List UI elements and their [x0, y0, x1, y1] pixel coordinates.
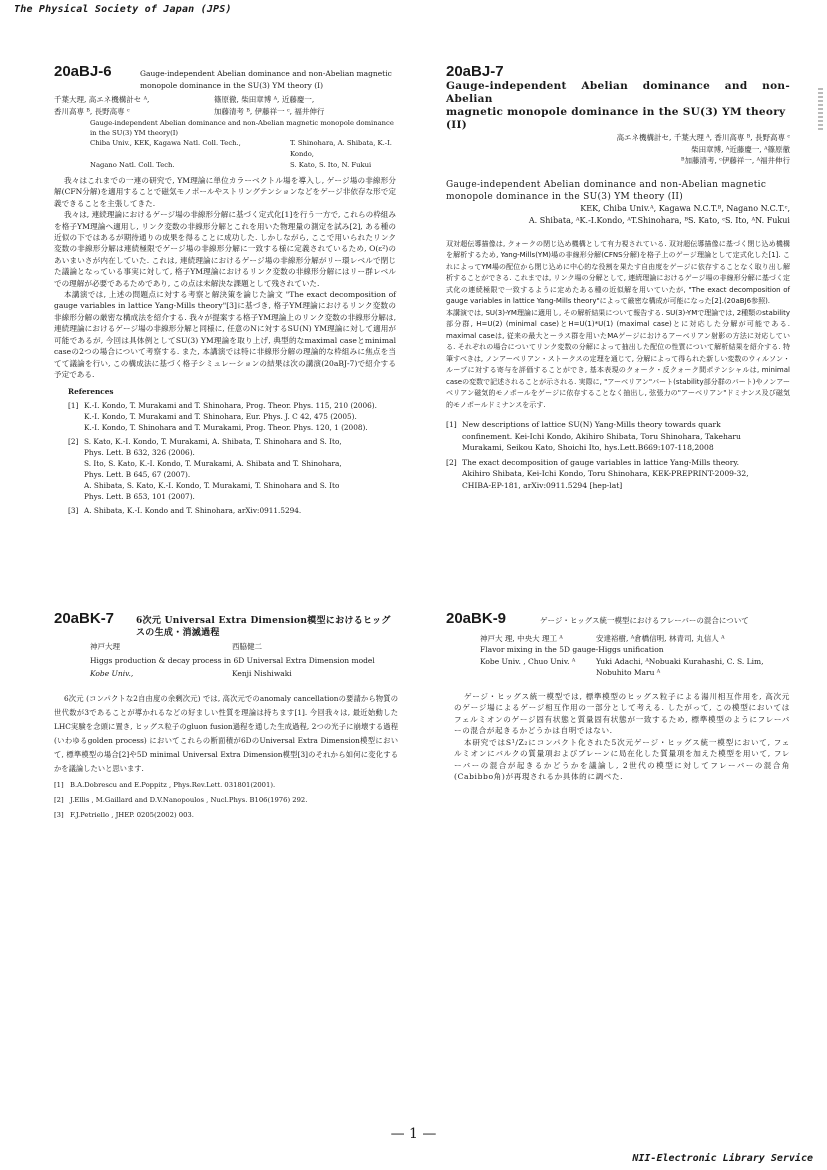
- reference-item: [2] J.Ellis , M.Gaillard and D.V.Nanopoulos , Nucl.Phys. B106(1976) 292.: [54, 795, 308, 804]
- abstract-code: 20aBJ-6: [54, 63, 112, 80]
- abstract-code: 20aBK-7: [54, 610, 115, 627]
- abstract-title-en-2: Gauge-independent Abelian dominance and non-Abelian magnetic monopole dominance in the SU(3) YM theory(I): [90, 119, 394, 137]
- abstract-title-en: Flavor mixing in the 5D gauge-Higgs unification: [480, 645, 664, 654]
- reference-item: [3] A. Shibata, K.-I. Kondo and T. Shinohara, arXiv:0911.5294.: [68, 506, 302, 516]
- reference-item: [1] B.A.Dobrescu and E.Poppitz , Phys.Rev.Lett. 031801(2001).: [54, 780, 276, 789]
- abstract-title: Gauge-independent Abelian dominance and non-Abelian magnetic monopole dominance in the SU(3) YM theory (II): [446, 80, 790, 131]
- journal-header: The Physical Society of Japan (JPS): [14, 4, 232, 15]
- author-line-en: Kobe Univ., Kenji Nishiwaki: [90, 669, 292, 678]
- reference-item: [2] The exact decomposition of gauge variables in lattice Yang-Mills theory. Akihiro Shibata, Kei-Ichi Kondo, Toru Shinohara, KEK-PREPRINT-2009-32, CHIBA-EP-181, arXiv:0911.5294 [hep-lat]: [446, 457, 749, 490]
- abstract-20aBJ-6: [54, 63, 396, 519]
- abstract-code: 20aBK-9: [446, 610, 507, 627]
- reference-item: [1] K.-I. Kondo, T. Murakami and T. Shinohara, Prog. Theor. Phys. 115, 210 (2006). K.-I. Kondo, T. Murakami and T. Shinohara, Eur. Phys. J. C 42, 475 (2005). K.-I. Kondo, T. Shinohara and T. Murakami, Prog. Theor. Phys. 120, 1 (2008).: [68, 401, 377, 433]
- reference-list: [54, 386, 396, 516]
- side-scan-mark: [818, 88, 823, 132]
- abstract-20aBK-7: [54, 610, 398, 824]
- reference-item: [2] S. Kato, K.-I. Kondo, T. Murakami, A. Shibata, T. Shinohara and S. Ito, Phys. Lett. B 632, 326 (2006). S. Ito, S. Kato, K.-I. Kondo, T. Murakami, A. Shibata and T. Shinohara, Phys. Lett. B 645, 67 (2007). A. Shibata, S. Kato, K.-I. Kondo, T. Murakami, T. Shinohara and S. Ito Phys. Lett. B 653, 101 (2007).: [68, 437, 342, 502]
- author-list-jp: 千葉大理, 高エネ機構計セ ᴬ, 篠原徹, 柴田章博 ᴬ, 近藤慶一, 香川高専 ᴮ, 長野高専 ᶜ 加藤清考 ᴮ, 伊藤祥一 ᶜ, 福井伸行: [54, 95, 325, 116]
- author-line-en: Kobe Univ. , Chuo Univ. ᴬ Yuki Adachi, ᴬNobuaki Kurahashi, C. S. Lim, Nobuhito Maru ᴬ: [480, 656, 764, 677]
- abstract-20aBJ-7: [446, 63, 790, 494]
- affiliation-list-en: KEK, Chiba Univ.ᴬ, Kagawa N.C.T.ᴮ, Nagano N.C.T.ᶜ, A. Shibata, ᴬK.-I.Kondo, ᴬT.Shinohara, ᴮS. Kato, ᶜS. Ito, ᴬN. Fukui: [528, 203, 790, 225]
- affiliation-list-en: Chiba Univ., KEK, Kagawa Natl. Coll. Tech., T. Shinohara, A. Shibata, K.-I. Kondo, Nagano Natl. Coll. Tech. S. Kato, S. Ito, N. Fukui: [90, 139, 392, 169]
- author-line-jp: 神戸大理 西脇健二: [90, 642, 262, 651]
- abstract-body: ゲージ・ヒッグス統一模型では, 標準模型のヒッグス粒子による湯川相互作用を, 高次元のゲージ場によるゲージ相互作用の一部分として考える. したがって, この模型においてはフェルミオンのゲージ固有状態と質量固有状態が一致するため, 標準模型のようにフレーバーの混合が起きるかどうかは自明ではない. 本研究ではS¹/Z₂にコンパクト化された5次元ゲージ・ヒッグス統一模型において, フェルミオンにバルクの質量項およびブレーンに局在化した質量項を加えた模型を用いて, フレーバーの混合が起きるかどうかを議論し, 2世代の模型に対してフレーバーの混合角(Cabibbo角)が再現されるか具体的に調べた.: [454, 691, 790, 781]
- library-footer: NII-Electronic Library Service: [632, 1153, 813, 1164]
- reference-item: [1] New descriptions of lattice SU(N) Yang-Mills theory towards quark confinement. Kei-Ichi Kondo, Akihiro Shibata, Toru Shinohara, Takeharu Murakami, Seikou Kato, Shoichi Ito, hys.Lett.B669:107-118,2008: [446, 420, 741, 452]
- abstract-body: 6次元 (コンパクトな2自由度の余剰次元) では, 高次元でのanomaly cancellationの要請から物質の世代数が3であることが導かれるなどの好ましい性質を理論は持ちます[1]. 今回我々は, 最近始動したLHC実験を念頭に置き, ヒッグス粒子のgluon fusion過程を通した生成過程, 2つの光子に崩壊する過程 (いわゆるgolden process) においてこれらの断面積が6DのUniversal Extra Dimension模型において, 標準模型の場合[2]や5D minimal Universal Extra Dimension模型[3]のそれから如何に変化するかを議論したいと思います.: [54, 693, 398, 773]
- abstract-title: ゲージ・ヒッグス統一模型におけるフレーバーの混合について: [540, 616, 749, 625]
- abstract-title-en: Gauge-independent Abelian dominance and non-Abelian magnetic monopole dominance in the SU(3) YM theory (II): [446, 179, 767, 202]
- abstract-code: 20aBJ-7: [446, 63, 504, 80]
- reference-list: [54, 780, 398, 821]
- author-list-jp: 高エネ機構計セ, 千葉大理 ᴬ, 香川高専 ᴮ, 長野高専 ᶜ 柴田章博, ᴬ近藤慶一, ᴬ篠原徹 ᴮ加藤清考, ᶜ伊藤祥一, ᴬ福井伸行: [616, 133, 790, 165]
- page-number: — 1 —: [390, 1126, 437, 1142]
- abstract-body: 双対超伝導描像は, クォークの閉じ込め機構として有力視されている. 双対超伝導描像に基づく閉じ込め機構を解析するため, Yang-Mills(YM)場の非線形分解(CFNS分解)を格子上のゲージ理論として定式化した[1]. これによってYM場の配位から閉じ込めに中心的な役割を果たす自由度をゲージに依存することなく取り出し解析することができる. これまでは, リンク場の分解として, 連続理論におけるゲージ場の非線形分解に基づく定式化の連続極限で一致するように定めたある種の近似解を用いていたが, "The exact decomposition of gauge variables in lattice Yang-Mills theory"によって厳密な構成が可能になった[2].(20aBJ6参照). 本講演では, SU(3)-YM理論に適用し, その解析結果について報告する. SU(3)-YMで理論では, 2種類のstability部分群, H=U(2) (minimal case)とH=U(1)*U(1) (maximal case)とに対応した分解が可能である. maximal caseは, 従来の最大とーラス群を用いたMAゲージにおけるアーベリアン射影の方法に対応している. それぞれの場合についてリンク変数の分解によって抽出した配位の性質について解析結果を紹介する. 特筆すべきは, ノンアーベリアン・ストークスの定理を通じて, 分解によって得られた新しい変数のウィルソン・ループに対する寄与を評価することができ, 基本表現のクォーク・反クォーク間ポテンシャルは, minimal caseの変数で記述されることが示される. 実際に, "アーベリアン"パート(stability部分群のパート)やノンアーベリアン磁気的モノポールをゲージに依存することなく抽出し, 弦張力の"アーベリアン"ドミナンス及び磁気的モノポールドミナンスを示す.: [446, 239, 790, 409]
- reference-item: [3] F.J.Petriello , JHEP. 0205(2002) 003.: [54, 810, 194, 819]
- abstract-title: 6次元 Universal Extra Dimension模型におけるヒッグ スの生成・消滅過程: [136, 616, 391, 638]
- abstract-20aBK-9: [446, 610, 790, 783]
- references-heading: References: [68, 387, 114, 397]
- abstract-body: 我々はこれまでの一連の研究で, YM理論に単位カラーベクトル場を導入し, ゲージ場の非線形分解(CFN分解)を適用することで磁気モノポールやストリングテンションなどをゲージ非依存な形で定義できることを主張してきた. 我々は, 連続理論におけるゲージ場の非線形分解に基づく定式化[1]を行う一方で, これらの枠組みを格子YM理論へ適用し, リンク変数の非線形分解とこれを用いた物理量の測定を試み[2], ある種の近似の下ではあるが期待通りの成果を得ることに成功した. しかしながら, ここで用いられたリンク変数の非線形分解は連続極限でゲージ場の非線形分解に一致する様に定義されているため, O(ε²)のあいまいさが内在していた. これは, 連続理論におけるゲージ場の非線形分解がリー環レベルで閉じた議論となっている事実に対して, 格子YM理論におけるリンク変数の非線形分解にはリー群レベルでの理解が必要であるためであり, この点は未解決な課題として残されていた. 本講演では, 上述の問題点に対する考察と解決策を論じた論文 "The exact decomposition of gauge variables in lattice Yang-Mills theory"[3]に基づき, 格子YM理論におけるリンク変数の非線形分解の厳密な構成法を紹介する. 我々が提案する格子YM理論上のリンク変数の非線形分解は, 連続理論におけるゲージ場の非線形分解と同様に, 任意のNに対するSU(N) YM理論に対して適用が可能であるが, 今回は具体例としてSU(3) YM理論を取り上げ, 典型的なmaximal caseとminimal caseの2つの場合について考察する. また, 本講演では特に非線形分解の理論的な枠組みに焦点を当てて議論を行い, この構成法に基づく格子シミュレーションの結果は次の講演(20aBJ-7)で紹介する予定である.: [54, 176, 396, 379]
- abstract-title-en: Gauge-independent Abelian dominance and non-Abelian magnetic monopole dominance in the SU(3) YM theory (I): [140, 69, 392, 90]
- abstract-title-en: Higgs production & decay process in 6D Universal Extra Dimension model: [90, 655, 375, 665]
- author-line-jp: 神戸大 理, 中央大 理工 ᴬ 安達裕樹, ᴬ倉橋信明, 林青司, 丸信人 ᴬ: [480, 633, 725, 643]
- reference-list: [446, 419, 790, 491]
